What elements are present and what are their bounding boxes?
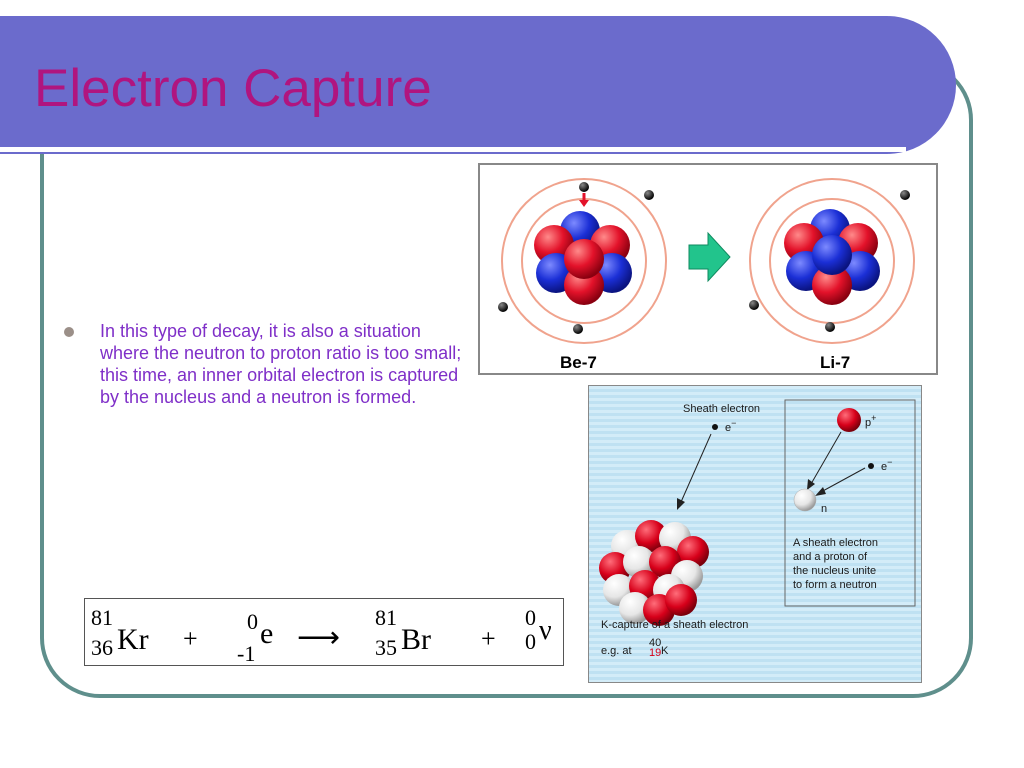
title-bar — [0, 16, 956, 154]
caption-line3: the nucleus unite — [793, 565, 877, 577]
bullet-icon — [64, 327, 74, 337]
nu-atomic: 0 — [525, 629, 536, 654]
caption-line1: A sheath electron — [793, 537, 879, 549]
neutron-icon — [794, 489, 816, 511]
li7-atom — [749, 179, 914, 343]
sheath-electron-label: Sheath electron — [683, 403, 761, 415]
bullet-text: In this type of decay, it is also a situation where the neutron to proton ratio is too small; this time, an inner orbital electron is captured by the nucleus and a neutron is formed. — [100, 321, 462, 407]
e-symbol: e — [260, 617, 274, 650]
proton-symbol: p+ — [865, 413, 877, 429]
caption-line4: to form a neutron — [793, 579, 877, 591]
e-mass: 0 — [247, 609, 258, 634]
eg-symbol: K — [661, 645, 669, 657]
equation-svg — [85, 599, 563, 665]
br-mass: 81 — [375, 605, 397, 630]
neutron-symbol: n — [821, 503, 828, 515]
be7-atom — [498, 179, 666, 343]
arrow-icon: ⟶ — [297, 621, 341, 654]
kr-symbol: Kr — [117, 623, 149, 656]
sheath-electron-dot — [712, 424, 718, 430]
nucleus-cluster — [599, 520, 709, 626]
eg-label: e.g. at — [601, 645, 632, 657]
plus-sign-2: + — [481, 624, 496, 653]
br-symbol: Br — [401, 623, 431, 656]
nu-symbol: ν — [539, 615, 552, 646]
caption-line2: and a proton of — [793, 551, 868, 563]
nuclear-equation — [84, 598, 564, 666]
kcapture-label: K-capture of a sheath electron — [601, 619, 749, 631]
proton-icon — [837, 408, 861, 432]
electron2-dot — [868, 463, 874, 469]
be7-label: Be-7 — [560, 353, 597, 372]
electron2-symbol: e− — [881, 457, 893, 473]
atom-diagram — [478, 163, 938, 375]
kcapture-diagram — [588, 385, 922, 683]
nu-mass: 0 — [525, 605, 536, 630]
slide-title: Electron Capture — [34, 59, 432, 118]
title-underline — [0, 147, 906, 152]
transition-arrow-icon — [689, 233, 730, 281]
li7-label: Li-7 — [820, 353, 851, 372]
electron-symbol: e− — [725, 418, 737, 434]
eg-mass: 40 — [649, 637, 662, 649]
e-charge: -1 — [237, 641, 256, 665]
kcapture-svg — [589, 386, 921, 682]
br-atomic: 35 — [375, 635, 397, 660]
eg-atomic: 19 — [649, 647, 662, 659]
plus-sign-1: + — [183, 624, 198, 653]
atom-diagram-svg — [480, 165, 936, 373]
kr-atomic: 36 — [91, 635, 113, 660]
kr-mass: 81 — [91, 605, 113, 630]
